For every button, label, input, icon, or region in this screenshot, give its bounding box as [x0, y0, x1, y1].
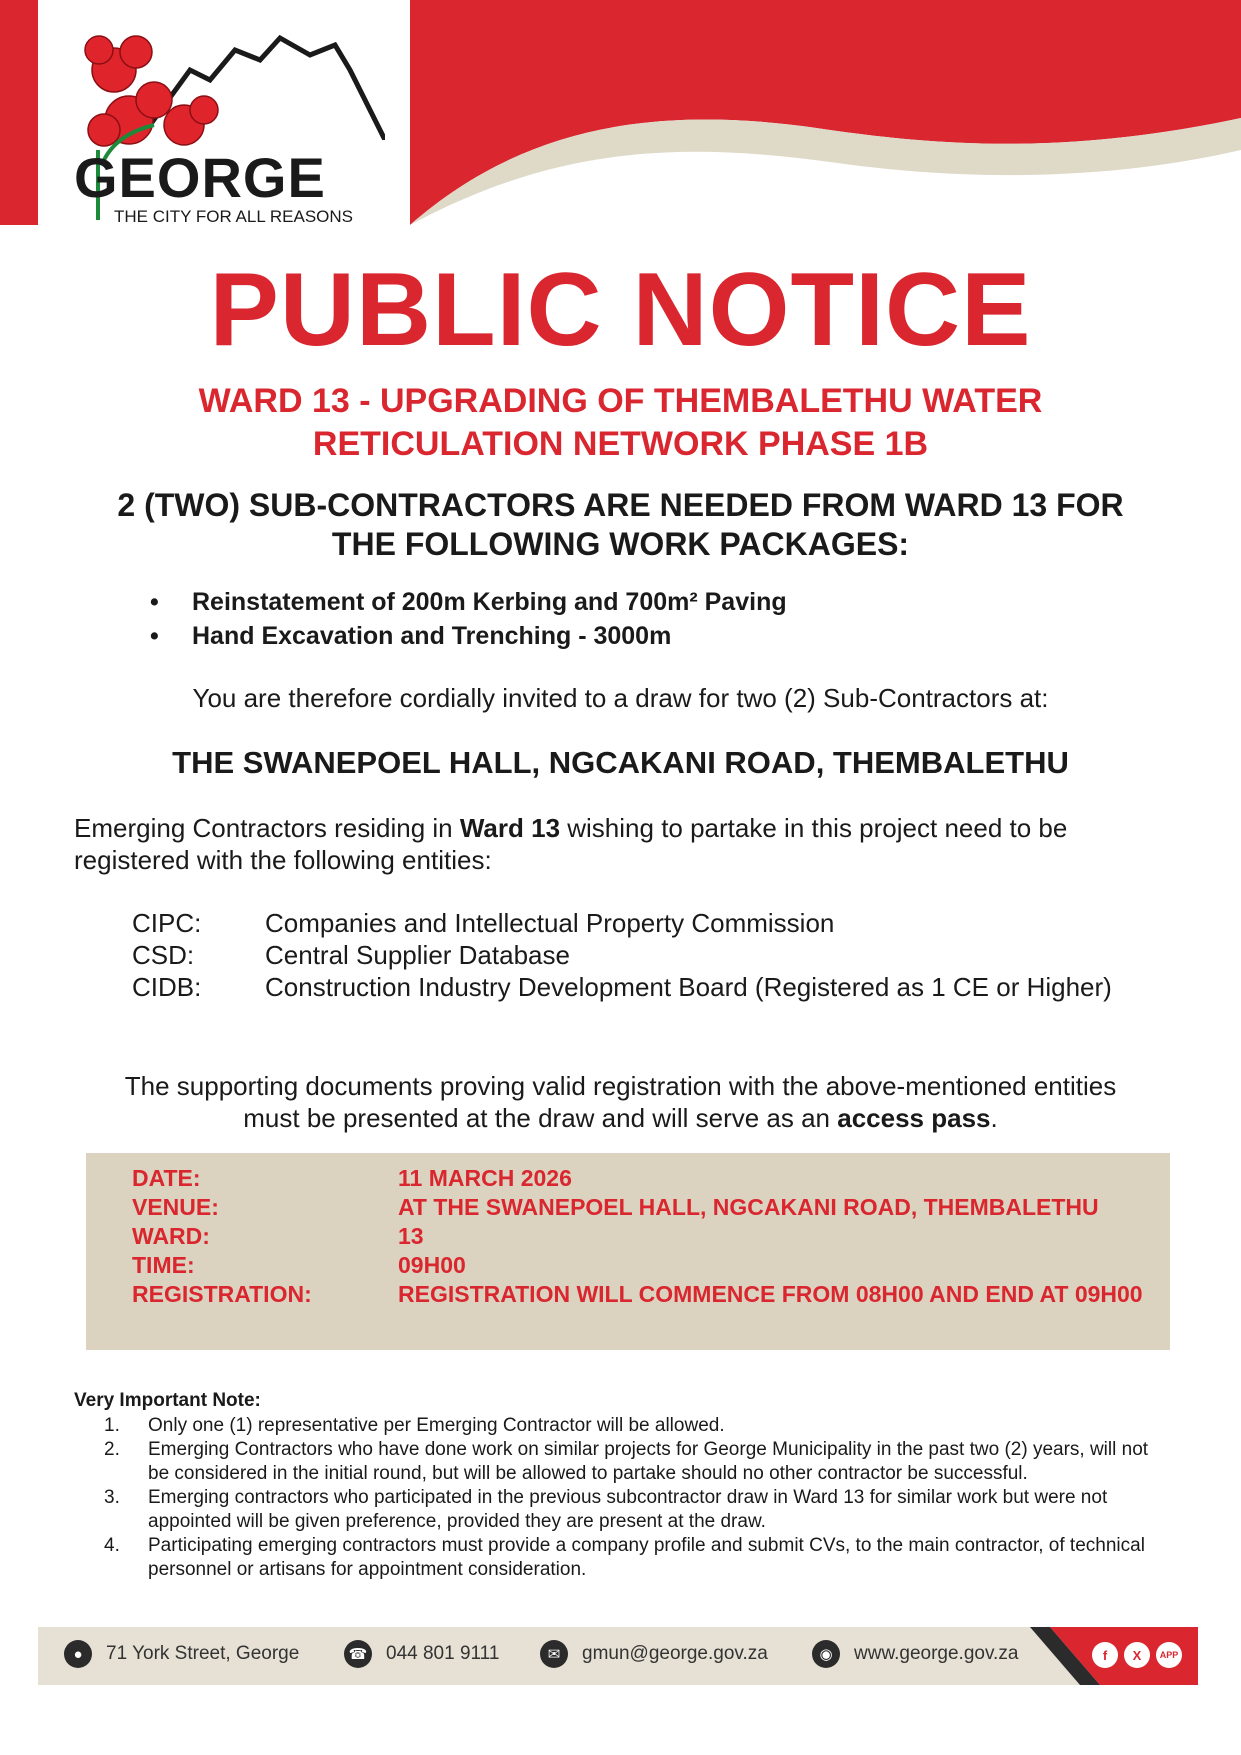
facebook-icon[interactable]: f [1092, 1642, 1118, 1668]
work-package-list [150, 585, 787, 653]
footer-website[interactable] [812, 1640, 1018, 1668]
email-text: gmun@george.gov.za [582, 1643, 768, 1664]
footer-email[interactable] [540, 1640, 768, 1668]
documents-line-1: The supporting documents proving valid registration with the above-mentioned entities [124, 1071, 1117, 1101]
globe-icon: ◉ [812, 1640, 840, 1668]
eligibility-ward: Ward 13 [459, 813, 561, 843]
detail-label: VENUE: [132, 1194, 219, 1220]
list-item: • Reinstatement of 200m Kerbing and 700m² Paving [150, 585, 787, 619]
detail-row-time [132, 1251, 1172, 1280]
detail-value: 09H00 [398, 1252, 466, 1278]
x-icon[interactable]: X [1124, 1642, 1150, 1668]
note-number: 3. [104, 1487, 120, 1508]
venue-heading: THE SWANEPOEL HALL, NGCAKANI ROAD, THEMBALETHU [172, 745, 1069, 780]
app-icon[interactable]: APP [1156, 1642, 1182, 1668]
documents-period: . [990, 1103, 998, 1133]
phone-icon: ☎ [344, 1640, 372, 1668]
eligibility-text-1: Emerging Contractors residing in [74, 813, 460, 843]
note-text: Emerging contractors who participated in the previous subcontractor draw in Ward 13 for similar work but were not appointed will be given preference, provided they are present at the draw. [148, 1487, 1108, 1532]
eligibility-paragraph [74, 812, 1174, 876]
detail-label: WARD: [132, 1223, 210, 1249]
note-text: Emerging Contractors who have done work on similar projects for George Municipality in the past two (2) years, will not be considered in the initial round, but will be allowed to partake should no other contractor be successful. [148, 1439, 1149, 1484]
subcontractor-heading [70, 486, 1171, 564]
detail-value: AT THE SWANEPOEL HALL, NGCAKANI ROAD, THEMBALETHU [398, 1194, 1099, 1220]
phone-text: 044 801 9111 [386, 1643, 500, 1664]
eligibility-text-2: wishing to partake in this project need to be registered with the following entities: [74, 813, 1068, 875]
location-pin-icon: ● [64, 1640, 92, 1668]
detail-row-registration [132, 1280, 1172, 1309]
detail-row-venue [132, 1193, 1172, 1222]
detail-value: 13 [398, 1223, 424, 1249]
detail-row-ward [132, 1222, 1172, 1251]
note-text: Participating emerging contractors must provide a company profile and submit CVs, to the main contractor, of technical personnel or artisans for appointment consideration. [148, 1535, 1145, 1580]
entity-name: Companies and Intellectual Property Commission [265, 908, 835, 938]
event-details [132, 1164, 1172, 1309]
documents-line-2: must be presented at the draw and will serve as an [243, 1103, 838, 1133]
page-title: PUBLIC NOTICE [209, 252, 1032, 368]
entity-list [132, 907, 1132, 1003]
note-number: 2. [104, 1439, 120, 1460]
subtitle-line-1: WARD 13 - UPGRADING OF THEMBALETHU WATER [198, 382, 1043, 420]
note-number: 4. [104, 1535, 120, 1556]
list-item [104, 1486, 1174, 1534]
note-heading: Very Important Note: [74, 1390, 261, 1411]
list-item [104, 1534, 1174, 1582]
website-text: www.george.gov.za [854, 1643, 1019, 1664]
entity-name: Construction Industry Development Board (Registered as 1 CE or Higher) [265, 972, 1112, 1002]
subtitle-line-2: RETICULATION NETWORK PHASE 1B [312, 425, 929, 463]
mail-icon: ✉ [540, 1640, 568, 1668]
footer-phone[interactable] [344, 1640, 499, 1668]
header-red-strip [0, 0, 38, 225]
list-item [104, 1414, 1174, 1438]
entity-row [132, 971, 1132, 1003]
entity-abbr: CIDB: [132, 972, 202, 1002]
documents-paragraph [80, 1070, 1161, 1134]
detail-label: TIME: [132, 1252, 195, 1278]
detail-row-date [132, 1164, 1172, 1193]
project-subtitle [100, 380, 1141, 466]
list-item [104, 1438, 1174, 1486]
entity-abbr: CSD: [132, 940, 195, 970]
detail-value: 11 MARCH 2026 [398, 1165, 572, 1191]
detail-label: REGISTRATION: [132, 1281, 312, 1307]
logo-tagline: THE CITY FOR ALL REASONS [114, 207, 354, 226]
entity-abbr: CIPC: [132, 908, 202, 938]
list-item: • Hand Excavation and Trenching - 3000m [150, 619, 787, 653]
logo-wordmark: GEORGE [74, 146, 326, 209]
access-pass-text: access pass [837, 1103, 991, 1133]
footer-address [64, 1640, 299, 1668]
detail-label: DATE: [132, 1165, 201, 1191]
heading-line-1: 2 (TWO) SUB-CONTRACTORS ARE NEEDED FROM WARD 13 FOR [117, 487, 1124, 523]
entity-row [132, 907, 1132, 939]
logo-flower-icon [74, 30, 274, 160]
entity-name: Central Supplier Database [265, 940, 570, 970]
invite-text: You are therefore cordially invited to a draw for two (2) Sub-Contractors at: [192, 683, 1049, 713]
header-wave-graphic [410, 0, 1241, 225]
note-number: 1. [104, 1415, 120, 1436]
entity-row [132, 939, 1132, 971]
address-text: 71 York Street, George [106, 1643, 300, 1664]
note-text: Only one (1) representative per Emerging Contractor will be allowed. [148, 1415, 725, 1436]
heading-line-2: THE FOLLOWING WORK PACKAGES: [331, 526, 910, 562]
note-list [104, 1414, 1174, 1582]
detail-value: REGISTRATION WILL COMMENCE FROM 08H00 AND END AT 09H00 [398, 1281, 1143, 1307]
